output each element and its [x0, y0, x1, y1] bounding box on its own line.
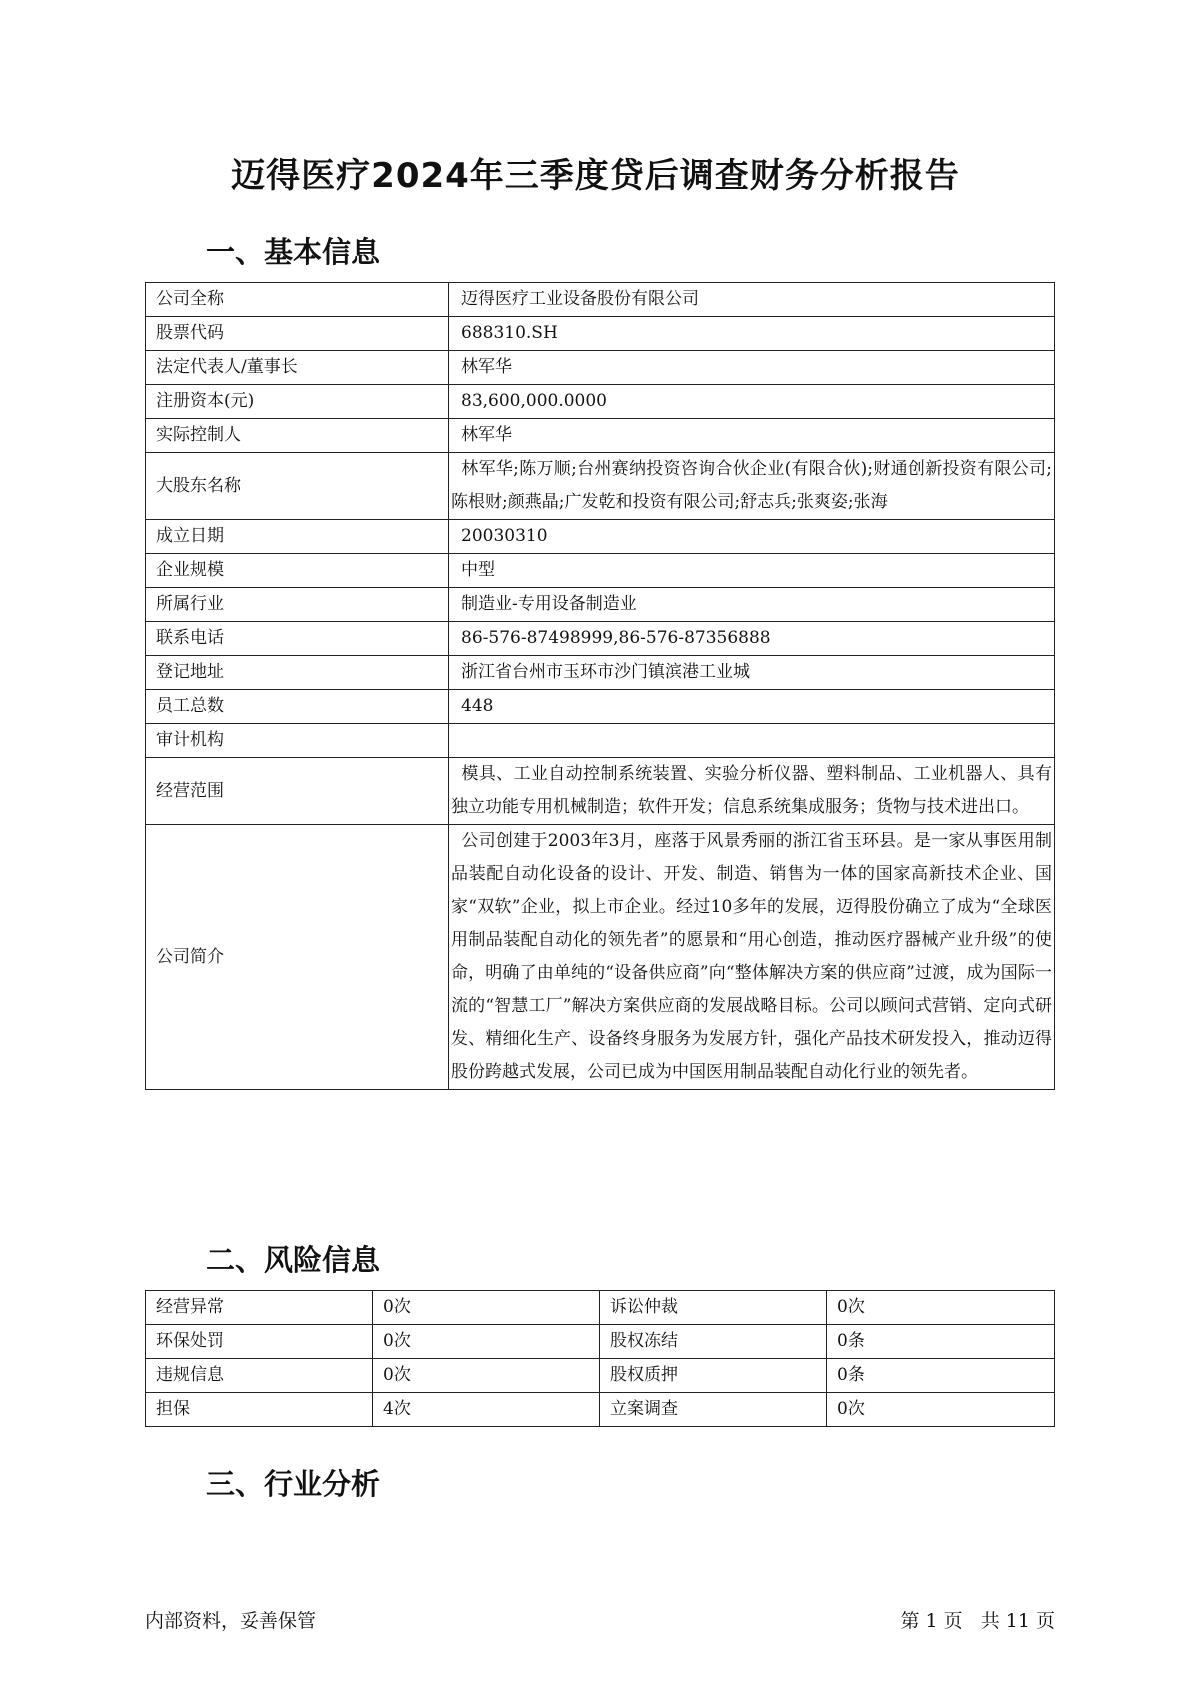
row-value: 中型: [449, 554, 1055, 588]
table-row: [146, 351, 1055, 385]
table-row: [146, 758, 1055, 825]
row-value: [449, 758, 1055, 825]
risk-value: 4次: [373, 1393, 600, 1427]
row-label: 成立日期: [146, 520, 449, 554]
risk-label: 立案调查: [600, 1393, 827, 1427]
row-label: 登记地址: [146, 656, 449, 690]
section-heading-industry-analysis: 三、行业分析: [206, 1467, 381, 1501]
row-value: 20030310: [449, 520, 1055, 554]
table-row: [146, 283, 1055, 317]
row-value: 制造业-专用设备制造业: [449, 588, 1055, 622]
table-row: [146, 1359, 1055, 1393]
row-value: 林军华: [449, 351, 1055, 385]
risk-value: 0条: [827, 1325, 1055, 1359]
row-value: [449, 724, 1055, 758]
table-row: [146, 690, 1055, 724]
table-row: [146, 419, 1055, 453]
risk-value: 0次: [373, 1291, 600, 1325]
table-row: [146, 656, 1055, 690]
row-value: 浙江省台州市玉环市沙门镇滨港工业城: [449, 656, 1055, 690]
row-value: 448: [449, 690, 1055, 724]
risk-value: 0条: [827, 1359, 1055, 1393]
company-profile-text: 公司创建于2003年3月，座落于风景秀丽的浙江省玉环县。是一家从事医用制品装配自动化设备的设计、开发、制造、销售为一体的国家高新技术企业、国家“双软”企业，拟上市企业。经过10多年的发展，迈得股份确立了成为“全球医用制品装配自动化的领先者”的愿景和“用心创造，推动医疗器械产业升级”的使命，明确了由单纯的“设备供应商”向“整体解决方案的供应商”过渡，成为国际一流的“智慧工厂”解决方案供应商的发展战略目标。公司以顾问式营销、定向式研发、精细化生产、设备终身服务为发展方针，强化产品技术研发投入，推动迈得股份跨越式发展，公司已成为中国医用制品装配自动化行业的领先者。: [451, 831, 1052, 1082]
footer-confidential-note: 内部资料，妥善保管: [145, 1610, 317, 1632]
row-label: 股票代码: [146, 317, 449, 351]
table-row: [146, 1393, 1055, 1427]
row-value: 86-576-87498999,86-576-87356888: [449, 622, 1055, 656]
risk-label: 违规信息: [146, 1359, 373, 1393]
risk-label: 经营异常: [146, 1291, 373, 1325]
table-row: [146, 622, 1055, 656]
table-row: [146, 385, 1055, 419]
row-value: [449, 453, 1055, 520]
risk-label: 股权冻结: [600, 1325, 827, 1359]
row-label: 注册资本(元): [146, 385, 449, 419]
table-row: [146, 317, 1055, 351]
row-value: 林军华: [449, 419, 1055, 453]
section-heading-risk-info: 二、风险信息: [206, 1243, 381, 1277]
table-row: [146, 554, 1055, 588]
row-label: 企业规模: [146, 554, 449, 588]
risk-label: 股权质押: [600, 1359, 827, 1393]
table-row: [146, 1291, 1055, 1325]
row-label: 经营范围: [146, 758, 449, 825]
risk-label: 诉讼仲裁: [600, 1291, 827, 1325]
table-row: [146, 825, 1055, 1090]
basic-info-table: [145, 282, 1055, 1090]
risk-value: 0次: [827, 1393, 1055, 1427]
row-label: 公司全称: [146, 283, 449, 317]
risk-info-table: [145, 1290, 1055, 1427]
table-row: [146, 588, 1055, 622]
business-scope-text: 模具、工业自动控制系统装置、实验分析仪器、塑料制品、工业机器人、具有独立功能专用机械制造；软件开发；信息系统集成服务；货物与技术进出口。: [451, 764, 1052, 817]
table-row: [146, 453, 1055, 520]
footer-page-number: 第 1 页 共 11 页: [900, 1610, 1055, 1632]
major-shareholders-text: 林军华;陈万顺;台州赛纳投资咨询合伙企业(有限合伙);财通创新投资有限公司;陈根财;颜燕晶;广发乾和投资有限公司;舒志兵;张爽姿;张海: [451, 459, 1052, 512]
row-label: 法定代表人/董事长: [146, 351, 449, 385]
row-value: [449, 825, 1055, 1090]
risk-value: 0次: [373, 1359, 600, 1393]
risk-value: 0次: [373, 1325, 600, 1359]
table-row: [146, 724, 1055, 758]
risk-value: 0次: [827, 1291, 1055, 1325]
row-value: 688310.SH: [449, 317, 1055, 351]
row-label: 所属行业: [146, 588, 449, 622]
row-label: 实际控制人: [146, 419, 449, 453]
row-label: 审计机构: [146, 724, 449, 758]
row-value: 迈得医疗工业设备股份有限公司: [449, 283, 1055, 317]
section-heading-basic-info: 一、基本信息: [206, 235, 381, 269]
table-row: [146, 520, 1055, 554]
risk-label: 环保处罚: [146, 1325, 373, 1359]
row-label: 员工总数: [146, 690, 449, 724]
row-label: 联系电话: [146, 622, 449, 656]
table-row: [146, 1325, 1055, 1359]
row-label: 公司简介: [146, 825, 449, 1090]
row-value: 83,600,000.0000: [449, 385, 1055, 419]
document-title: 迈得医疗2024年三季度贷后调查财务分析报告: [231, 156, 960, 196]
row-label: 大股东名称: [146, 453, 449, 520]
risk-label: 担保: [146, 1393, 373, 1427]
